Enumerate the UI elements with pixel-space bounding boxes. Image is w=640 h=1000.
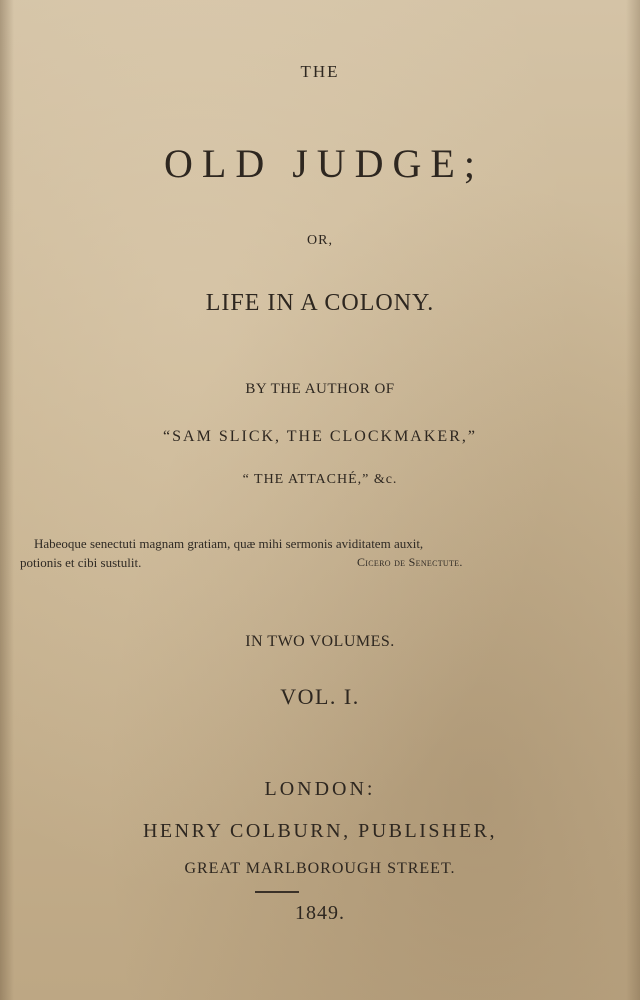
author-previous-work-2: “ THE ATTACHÉ,” &c. bbox=[242, 472, 398, 487]
book-subtitle: LIFE IN A COLONY. bbox=[205, 290, 435, 316]
epigraph-line-2: potionis et cibi sustulit. bbox=[20, 555, 142, 570]
epigraph bbox=[20, 534, 534, 572]
imprint-rule bbox=[255, 891, 299, 893]
imprint-street: GREAT MARLBOROUGH STREET. bbox=[184, 860, 456, 877]
book-title: OLD JUDGE; bbox=[164, 141, 484, 186]
volume-number: VOL. I. bbox=[280, 684, 360, 709]
title-or: OR, bbox=[307, 233, 333, 248]
author-intro: BY THE AUTHOR OF bbox=[245, 381, 395, 397]
imprint-city: LONDON: bbox=[264, 778, 376, 800]
imprint-year: 1849. bbox=[295, 902, 345, 924]
author-previous-work-1: “SAM SLICK, THE CLOCKMAKER,” bbox=[163, 428, 477, 445]
epigraph-line-2-row bbox=[20, 553, 534, 572]
epigraph-line-1: Habeoque senectuti magnam gratiam, quæ mihi sermonis aviditatem auxit, bbox=[34, 536, 424, 551]
volume-count: IN TWO VOLUMES. bbox=[245, 633, 395, 650]
epigraph-citation: Cicero de Senectute. bbox=[357, 555, 463, 569]
imprint-publisher: HENRY COLBURN, PUBLISHER, bbox=[142, 820, 497, 842]
title-article: THE bbox=[300, 62, 340, 81]
